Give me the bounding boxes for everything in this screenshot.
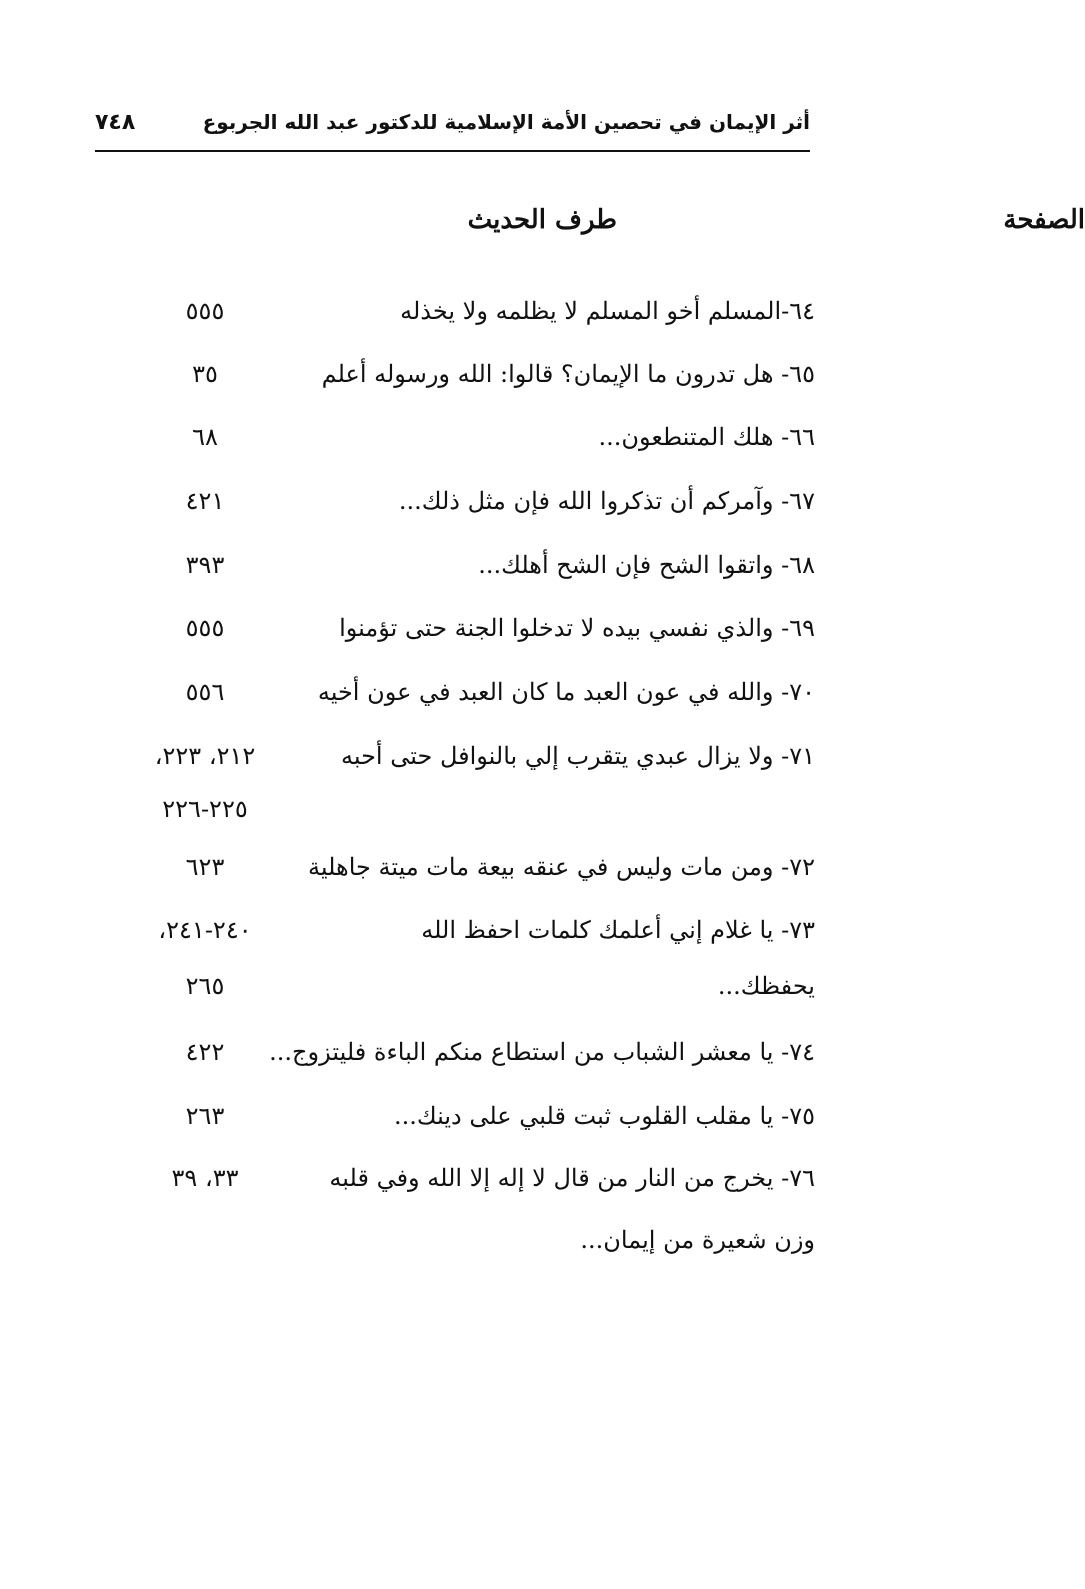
- entry-text: ٧٦- يخرج من النار من قال لا إله إلا الله وفي قلبه: [329, 1164, 815, 1192]
- index-entry: [130, 1038, 815, 1078]
- entry-pages: ٥٥٥: [185, 297, 225, 325]
- entry-pages: ٣٩٣: [185, 551, 225, 579]
- entry-pages: ٦٨: [192, 423, 218, 451]
- entry-pages: ٢٦٣: [185, 1102, 225, 1130]
- entry-pages: ٦٢٣: [185, 853, 225, 881]
- entry-text: ٧١- ولا يزال عبدي يتقرب إلي بالنوافل حتى أحبه: [340, 742, 815, 770]
- index-entry: [130, 1164, 815, 1204]
- index-entry: [130, 853, 815, 893]
- entry-text: ٧٥- يا مقلب القلوب ثبت قلبي على دينك...: [394, 1102, 815, 1130]
- index-entry-continuation: [130, 1226, 815, 1266]
- entry-pages-continued: ٢٢٥-٢٢٦: [162, 795, 248, 823]
- entry-text: ٦٧- وآمركم أن تذكروا الله فإن مثل ذلك...: [398, 487, 815, 515]
- index-entry-continuation: [130, 972, 815, 1012]
- index-entry: [130, 487, 815, 527]
- index-entry: [130, 678, 815, 718]
- index-entry: [130, 423, 815, 463]
- entry-pages: ٣٣، ٣٩: [171, 1164, 239, 1192]
- entry-pages: ٢١٢، ٢٢٣،: [154, 742, 256, 770]
- entry-text: ٧٤- يا معشر الشباب من استطاع منكم الباءة فليتزوج...: [269, 1038, 815, 1066]
- entry-pages: ٥٥٥: [185, 614, 225, 642]
- index-entry: [130, 1102, 815, 1142]
- entry-text: ٦٤-المسلم أخو المسلم لا يظلمه ولا يخذله: [400, 297, 815, 325]
- entry-pages-continued: ٢٦٥: [185, 972, 225, 1000]
- running-header: [95, 108, 810, 152]
- book-title: أثر الإيمان في تحصين الأمة الإسلامية للدكتور عبد الله الجربوع: [202, 110, 810, 134]
- entry-pages: ٥٥٦: [185, 678, 225, 706]
- entry-text: ٦٩- والذي نفسي بيده لا تدخلوا الجنة حتى تؤمنوا: [339, 614, 815, 642]
- index-entry: [130, 551, 815, 591]
- entry-text: ٦٥- هل تدرون ما الإيمان؟ قالوا: الله ورسوله أعلم: [321, 360, 815, 388]
- index-entry: [130, 360, 815, 400]
- entry-text: ٧٠- والله في عون العبد ما كان العبد في عون أخيه: [317, 678, 815, 706]
- entry-text-continued: وزن شعيرة من إيمان...: [580, 1226, 815, 1254]
- index-entry: [130, 916, 815, 956]
- entry-text-continued: يحفظك...: [717, 972, 815, 1000]
- entry-text: ٧٣- يا غلام إني أعلمك كلمات احفظ الله: [421, 916, 815, 944]
- entry-text: ٦٦- هلك المتنطعون...: [598, 423, 815, 451]
- entry-pages: ٤٢١: [185, 487, 225, 515]
- page-number: ٧٤٨: [95, 110, 136, 135]
- entry-text: ٦٨- واتقوا الشح فإن الشح أهلك...: [478, 551, 815, 579]
- entry-pages: ٢٤٠-٢٤١،: [158, 916, 252, 944]
- index-entry: [130, 742, 815, 782]
- column-header-hadith: طرف الحديث: [467, 205, 617, 235]
- index-entry-continuation: [130, 795, 815, 835]
- index-entry: [130, 297, 815, 337]
- column-header-page: الصفحة: [1003, 205, 1085, 235]
- index-entry: [130, 614, 815, 654]
- entry-text: ٧٢- ومن مات وليس في عنقه بيعة مات ميتة جاهلية: [307, 853, 815, 881]
- entry-pages: ٣٥: [192, 360, 218, 388]
- entry-pages: ٤٢٢: [185, 1038, 225, 1066]
